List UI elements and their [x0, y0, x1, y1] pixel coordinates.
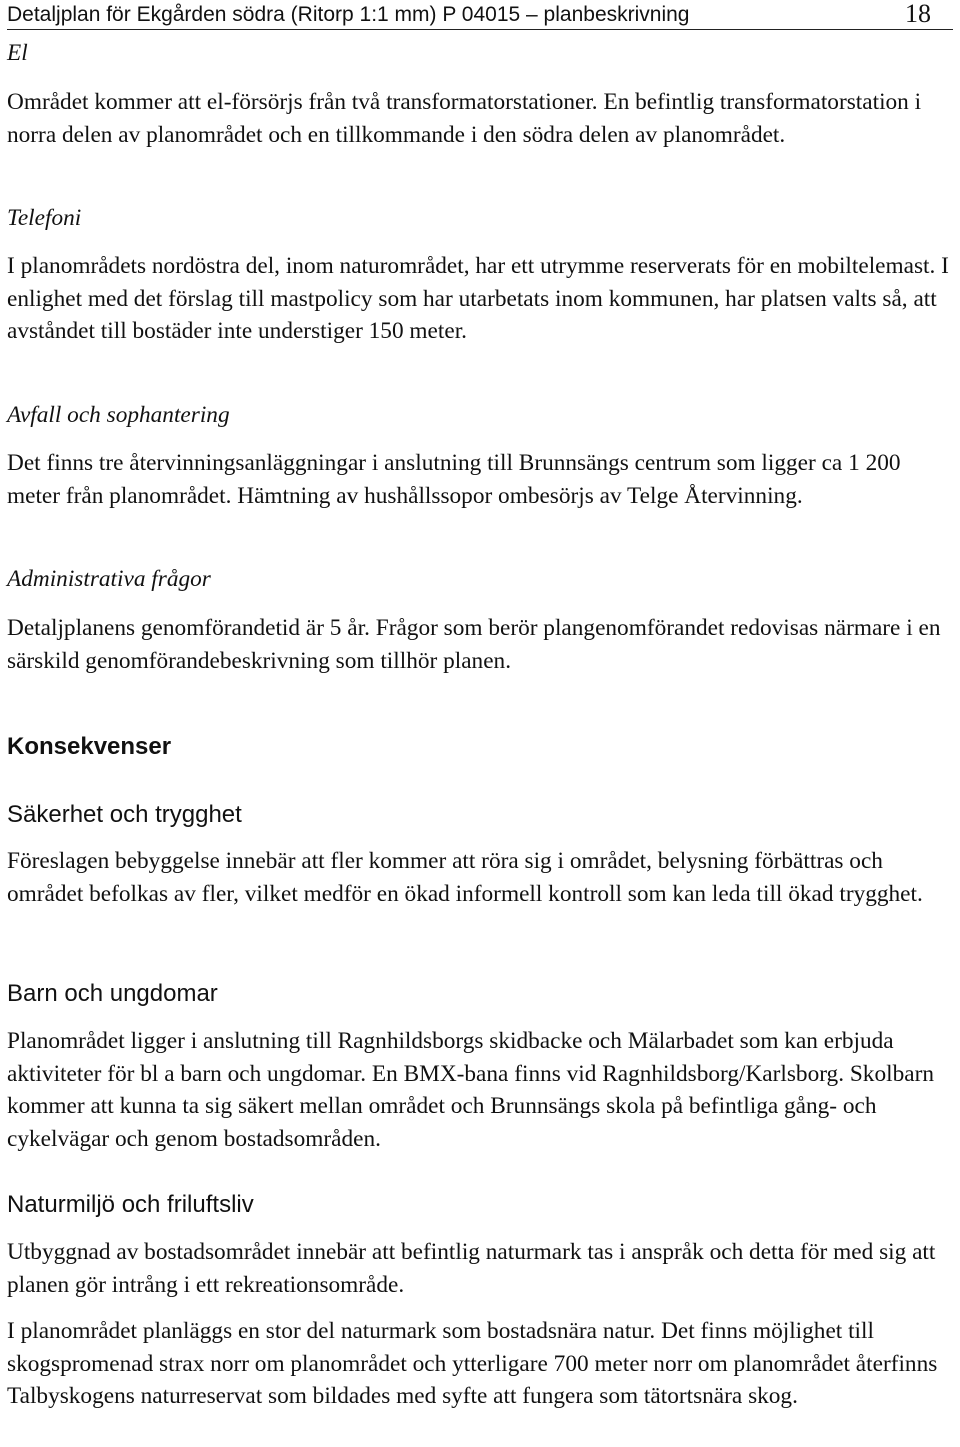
section-heading-avfall: Avfall och sophantering	[7, 402, 230, 428]
section-heading-telefoni: Telefoni	[7, 205, 82, 231]
section-barn-body	[7, 1025, 953, 1155]
document-page	[7, 0, 953, 1409]
section-sakerhet-body	[7, 845, 953, 910]
paragraph-el: Området kommer att el-försörjs från två transformatorstationer. En befintlig transformatorstation i norra delen av planområdet och en tillkommande i den södra delen av planområdet.	[7, 89, 922, 148]
section-el-body	[7, 86, 953, 151]
heading-barn: Barn och ungdomar	[7, 980, 218, 1007]
page-number: 18	[905, 0, 931, 28]
heading-sakerhet: Säkerhet och trygghet	[7, 801, 242, 828]
page-header	[7, 0, 953, 30]
section-natur-body-2	[7, 1315, 953, 1413]
paragraph-admin: Detaljplanens genomförandetid är 5 år. Frågor som berör plangenomförandet redovisas närmare i en särskild genomförandebeskrivning som tillhör planen.	[7, 615, 941, 674]
heading-konsekvenser: Konsekvenser	[7, 733, 172, 760]
section-admin-body	[7, 612, 953, 677]
section-natur	[7, 1189, 953, 1221]
document-title: Detaljplan för Ekgården södra (Ritorp 1:1 mm) P 04015 – planbeskrivning	[7, 3, 690, 26]
heading-natur: Naturmiljö och friluftsliv	[7, 1191, 254, 1218]
section-avfall	[7, 399, 953, 432]
paragraph-avfall: Det finns tre återvinningsanläggningar i anslutning till Brunnsängs centrum som ligger ca 1 200 meter från planområdet. Hämtning av hushållssopor ombesörjs av Telge Återvinning.	[7, 450, 901, 509]
section-konsekvenser	[7, 731, 953, 763]
paragraph-barn: Planområdet ligger i anslutning till Ragnhildsborgs skidbacke och Mälarbadet som kan erbjuda aktiviteter för bl a barn och ungdomar. En BMX-bana finns vid Ragnhildsborg/Karlsborg. Skolbarn kommer att kunna ta sig säkert mellan området och Brunnsängs skola på befintliga gång- och cykelvägar och genom bostadsområden.	[7, 1028, 934, 1152]
section-natur-body-1	[7, 1236, 953, 1301]
section-telefoni	[7, 202, 953, 235]
section-el	[7, 37, 953, 70]
section-avfall-body	[7, 447, 953, 512]
section-barn	[7, 978, 953, 1010]
section-admin	[7, 563, 953, 596]
section-heading-admin: Administrativa frågor	[7, 566, 211, 592]
section-telefoni-body	[7, 250, 953, 348]
section-sakerhet	[7, 799, 953, 831]
paragraph-natur-2: I planområdet planläggs en stor del naturmark som bostadsnära natur. Det finns möjlighet till skogspromenad strax norr om planområdet och ytterligare 700 meter norr om planområdet återfinns Talbyskogens naturreservat som bildades med syfte att fungera som tätortsnära skog.	[7, 1318, 938, 1409]
paragraph-telefoni: I planområdets nordöstra del, inom naturområdet, har ett utrymme reserverats för en mobiltelemast. I enlighet med det förslag till mastpolicy som har utarbetats inom kommunen, har platsen valts så, att avståndet till bostäder inte understiger 150 meter.	[7, 253, 949, 344]
section-heading-el: El	[7, 40, 28, 66]
paragraph-sakerhet: Föreslagen bebyggelse innebär att fler kommer att röra sig i området, belysning förbättras och området befolkas av fler, vilket medför en ökad informell kontroll som kan leda till ökad trygghet.	[7, 848, 923, 907]
paragraph-natur-1: Utbyggnad av bostadsområdet innebär att befintlig naturmark tas i anspråk och detta för med sig att planen gör intrång i ett rekreationsområde.	[7, 1239, 936, 1298]
